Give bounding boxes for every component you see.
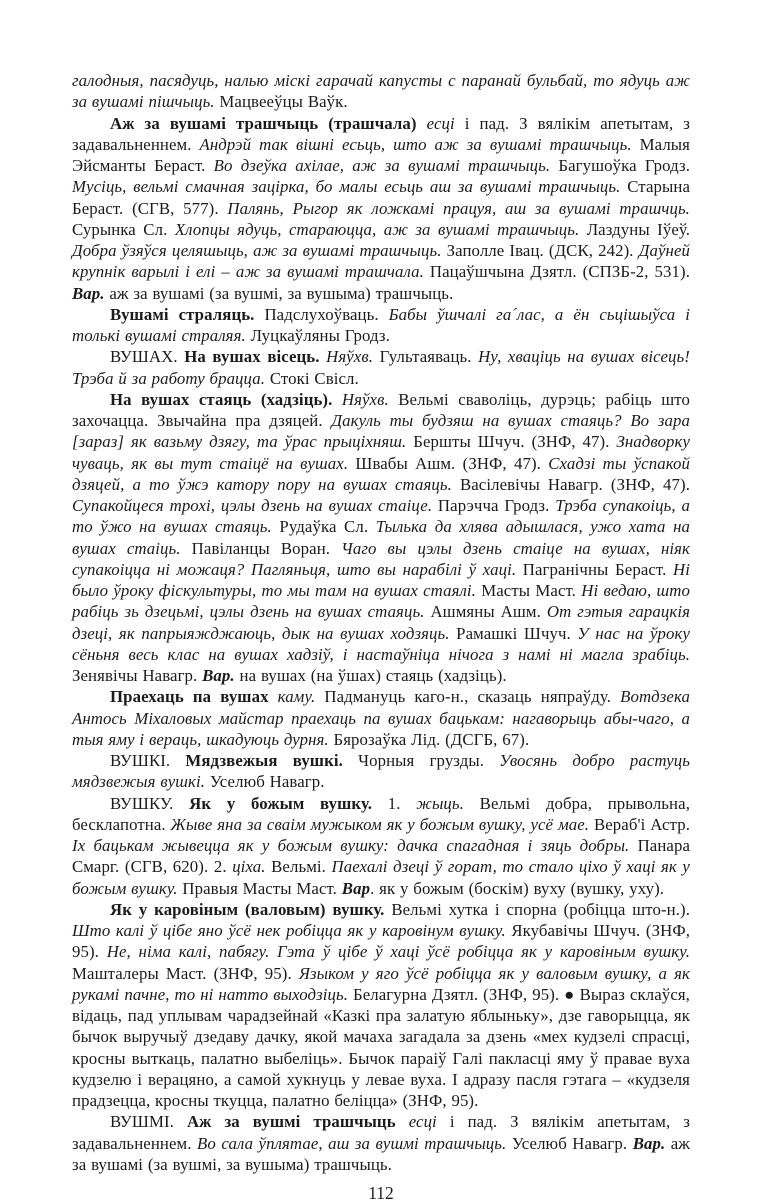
text-run: Белагурна Дзятл. (ЗНФ, 95). ● Выраз склаўся, відаць, пад уплывам чарадзейнай «Казкі пра залатую яблыньку», дзе гаворыцца, як бычок выручыў дзедаву дачку, якой мачаха загадала за дзень «мех кудзелі спрасці, кросны выткаць, палатно выбеліць». Бычок параіў Галі пакласці яму ў правае вуха кудзелю і верацяно, а самой хукнуць у левае вуха. І адразу пасля гэтага – «кудзеля прадзецца, кросны ткуцца, палатно беліцца» (ЗНФ, 95). <box>72 984 690 1110</box>
text-run: ВУШАХ. <box>110 347 185 367</box>
text-run: Чорныя грузды. <box>358 751 500 770</box>
text-run: Вар <box>341 878 371 898</box>
text-run: Заполле Івац. (ДСК, 242). <box>446 241 639 260</box>
text-run: Трэба супакоіць, а то ўжо на вушах стаяць. <box>72 496 690 537</box>
paragraph <box>72 113 690 304</box>
text-run: На вушах вісець. <box>184 347 327 367</box>
text-run: У нас на ўроку сёньня весь клас на вушах хадзіў, і настаўніца нічога з намі ні магла зрабіць. <box>72 623 691 664</box>
text-run: Праехаць па вушах <box>110 687 278 707</box>
text-run: Ну, хваціць на вушах вісець! Трэба й за работу брацца. <box>72 347 690 388</box>
text-run: і пад. З вялікім апетытам, з задавальненнем. <box>72 1112 690 1153</box>
paragraph <box>72 389 690 687</box>
text-run: Схадзі ты ўспакой дзяцей, а то ўжэ катору пору на вушах стаяць. <box>72 453 690 494</box>
text-run: Аж за вушамі трашчыць (трашчала) <box>110 113 427 133</box>
page-number: 112 <box>368 1183 394 1203</box>
text-run: Вар. <box>632 1133 671 1153</box>
text-run: аж за вушамі (за вушмі, за вушыма) трашчыць. <box>72 1133 690 1174</box>
text-run: Правыя Масты Маст. <box>182 878 342 898</box>
text-run: Сурынка Сл. <box>72 219 175 239</box>
text-run: Іх бацькам жывецца як у божым вушку: дачка спагадная і зяць добры. <box>72 836 638 855</box>
paragraph <box>72 686 690 750</box>
text-run: . як у божым (боскім) вуху (вушку, уху). <box>370 878 665 898</box>
paragraph <box>72 899 690 1112</box>
text-run: Вераб'і Астр. <box>593 814 690 834</box>
text-run: Панара Смарг. (СГВ, 620). 2. <box>72 836 690 877</box>
text-run: ціха. <box>232 857 272 877</box>
text-run: Хлопцы ядуць, стараюцца, аж за вушамі трашчыць. <box>174 219 587 239</box>
text-run: ВУШКУ. <box>110 793 190 813</box>
text-run: Мусіць, вельмі смачная зацірка, бо малы есьць аш за вушамі трашчыць. <box>72 177 628 197</box>
text-run: Добра ўзяўся целяшыць, аж за вушамі трашчыць. <box>72 241 447 260</box>
text-run: Гультаяваць. <box>379 347 479 367</box>
text-run: і пад. З вялікім апетытам, з задавальненнем. <box>72 113 690 154</box>
text-run: Уселюб Навагр. <box>511 1133 633 1153</box>
text-run: Бершты Шчуч. (ЗНФ, 47). <box>413 432 617 452</box>
text-run: Лаздуны Іўеў. <box>586 219 691 239</box>
text-run: аж за вушамі (за вушмі, за вушыма) трашчыць. <box>109 283 454 303</box>
text-run: каму. <box>277 687 325 707</box>
text-run: Знадворку чуваць, як вы тут стаіцё на вушах. <box>72 432 690 473</box>
text-run: галодныя, пасядуць, налью міскі гарачай капусты с паранай бульбай, то ядуць аж за вушамі пішчыць. <box>72 71 690 112</box>
text-run: Няўхв. <box>341 389 399 409</box>
text-run: Вельмі хутка і спорна (робіцца што-н.). <box>391 899 690 919</box>
text-run: Масты Маст. <box>481 581 582 600</box>
text-run: Увосянь добро растуць мядзвежыя вушкі. <box>72 751 690 792</box>
text-run: Ні ведаю, што рабіць зь дзецьмі, цэлы дзень на вушах стаяць. <box>72 581 690 622</box>
text-run: Тылька да хлява адышлася, ужо хата на вушах стаіць. <box>72 517 690 558</box>
text-run: Няўхв. <box>326 347 380 367</box>
text-run: Пагранічны Бераст. <box>522 559 674 579</box>
text-run: На вушах стаяць (хадзіць). <box>110 389 342 409</box>
text-run: есці <box>426 113 465 133</box>
paragraph <box>72 1111 690 1175</box>
text-run: От гэтыя гарацкія дзеці, як папрыяжджаюць, дык на вушах ходзяць. <box>72 602 690 643</box>
text-run: Даўней крупнік варылі і елі – аж за вушамі трашчала. <box>72 241 690 282</box>
text-run: Стокі Свісл. <box>269 368 359 388</box>
text-run: Вельмі. <box>271 857 332 877</box>
text-run: Не, німа калі, пабягу. Гэта ў цібе ў хаці ўсё робіцца як у каровіным вушку. <box>106 942 690 962</box>
text-run: Во дзеўка ахілае, аж за вушамі трашчыць. <box>213 156 559 175</box>
text-run: Васілевічы Навагр. (ЗНФ, 47). <box>459 474 690 494</box>
text-run: Машталеры Маст. (ЗНФ, 95). <box>72 963 299 983</box>
paragraph <box>72 750 690 793</box>
text-run: Андрэй так вішні есьць, што аж за вушамі трашчыць. <box>199 134 640 154</box>
text-run: Вар. <box>72 283 110 303</box>
paragraph <box>72 346 690 389</box>
text-run: Як у каровіным (валовым) вушку. <box>110 899 392 919</box>
text-run: Чаго вы цэлы дзень стаіце на вушах, ніяк супакоіцца ні можаця? Пагляньця, што вы нарабілі ў хаці. <box>72 538 691 579</box>
text-run: ВУШКІ. <box>110 751 186 770</box>
text-run: Дакуль ты будзяш на вушах стаяць? Во зара [зараз] як вазьму дзягу, та ўрас прыціхняш. <box>72 411 691 452</box>
text-run: Малыя Эйсманты Бераст. <box>72 134 690 175</box>
paragraph <box>72 793 690 899</box>
text-run: Языком у яго ўсё робіцца як у валовым вушку, а як рукамі пачне, то ні натто выходзіць. <box>72 963 690 1004</box>
text-run: Вотдзека Антось Міхаловых майстар праехаць па вушах бацькам: нагаворыць абы-чаго, а тыя яму і вераць, шкадуюць дурня. <box>72 687 690 749</box>
text-run: Зенявічы Навагр. <box>72 666 203 685</box>
text-run: Павіланцы Воран. <box>191 538 342 558</box>
text-run: Пацаўшчына Дзятл. (СПЗБ-2, 531). <box>429 262 690 282</box>
text-run: Бярозаўка Лід. (ДСГБ, 67). <box>333 729 530 749</box>
text-run: Што калі ў цібе яно ўсё нек робіцца як у каровінум вушку. <box>72 921 512 940</box>
text-run: Вар. <box>202 666 240 685</box>
text-run: Вушамі страляць. <box>110 304 265 324</box>
text-run: Рамашкі Шчуч. <box>456 623 578 643</box>
text-run: Старына Бераст. (СГВ, 577). <box>72 177 690 218</box>
text-run: Мацвееўцы Ваўк. <box>219 92 348 112</box>
text-run: Парэчча Гродз. <box>437 496 556 515</box>
text-run: жыць. <box>416 793 480 813</box>
text-run: Багушоўка Гродз. <box>558 156 690 175</box>
text-run: Во сала ўплятае, аш за вушмі трашчыць. <box>197 1133 512 1153</box>
text-run: ВУШМІ. <box>110 1112 187 1132</box>
text-run: Рудаўка Сл. <box>279 517 376 537</box>
text-run: Паехалі дзеці ў горат, то стало ціхо ў хаці як у божым вушку. <box>72 857 690 898</box>
text-run: Супакойцеся трохі, цэлы дзень на вушах стаіце. <box>72 496 438 515</box>
text-run: на вушах (на ўшах) стаяць (хадзіць). <box>239 666 507 685</box>
text-run: Бабы ўшчалі га´лас, а ён сьцішыўса і толькі вушамі страляя. <box>72 304 690 345</box>
text-run: Мядзвежыя вушкі. <box>185 751 359 770</box>
text-run: Палянь, Рыгор як ложкамі працуя, аш за вушамі трашчць. <box>227 198 690 218</box>
text-run: Якубавічы Шчуч. (ЗНФ, 95). <box>72 921 690 962</box>
text-run: Вельмі добра, прывольна, бесклапотна. <box>72 793 690 834</box>
text-run: Швабы Ашм. (ЗНФ, 47). <box>355 453 549 473</box>
page-text <box>72 70 690 1175</box>
text-run: Ні было ўроку фіскультуры, то мы там на вушах стаялі. <box>72 559 691 600</box>
text-run: Падмануць каго-н., сказаць няпраўду. <box>324 687 621 707</box>
text-run: Як у божым вушку. <box>189 793 388 813</box>
text-run: Луцкаўляны Гродз. <box>250 326 390 345</box>
paragraph <box>72 304 690 347</box>
text-run: Жыве яна за сваім мужыком як у божым вушку, усё мае. <box>170 814 594 834</box>
text-run: 1. <box>387 793 417 813</box>
text-run: Падслухоўваць. <box>264 304 389 324</box>
text-run: Вельмі сваволіць, дурэць; рабіць што захочацца. Звычайна пра дзяцей. <box>72 389 690 430</box>
text-run: Ашмяны Ашм. <box>430 602 547 622</box>
paragraph <box>72 70 690 113</box>
text-run: Аж за вушмі трашчыць <box>186 1112 409 1132</box>
text-run: Уселюб Навагр. <box>209 772 325 792</box>
text-run: есці <box>408 1112 450 1132</box>
